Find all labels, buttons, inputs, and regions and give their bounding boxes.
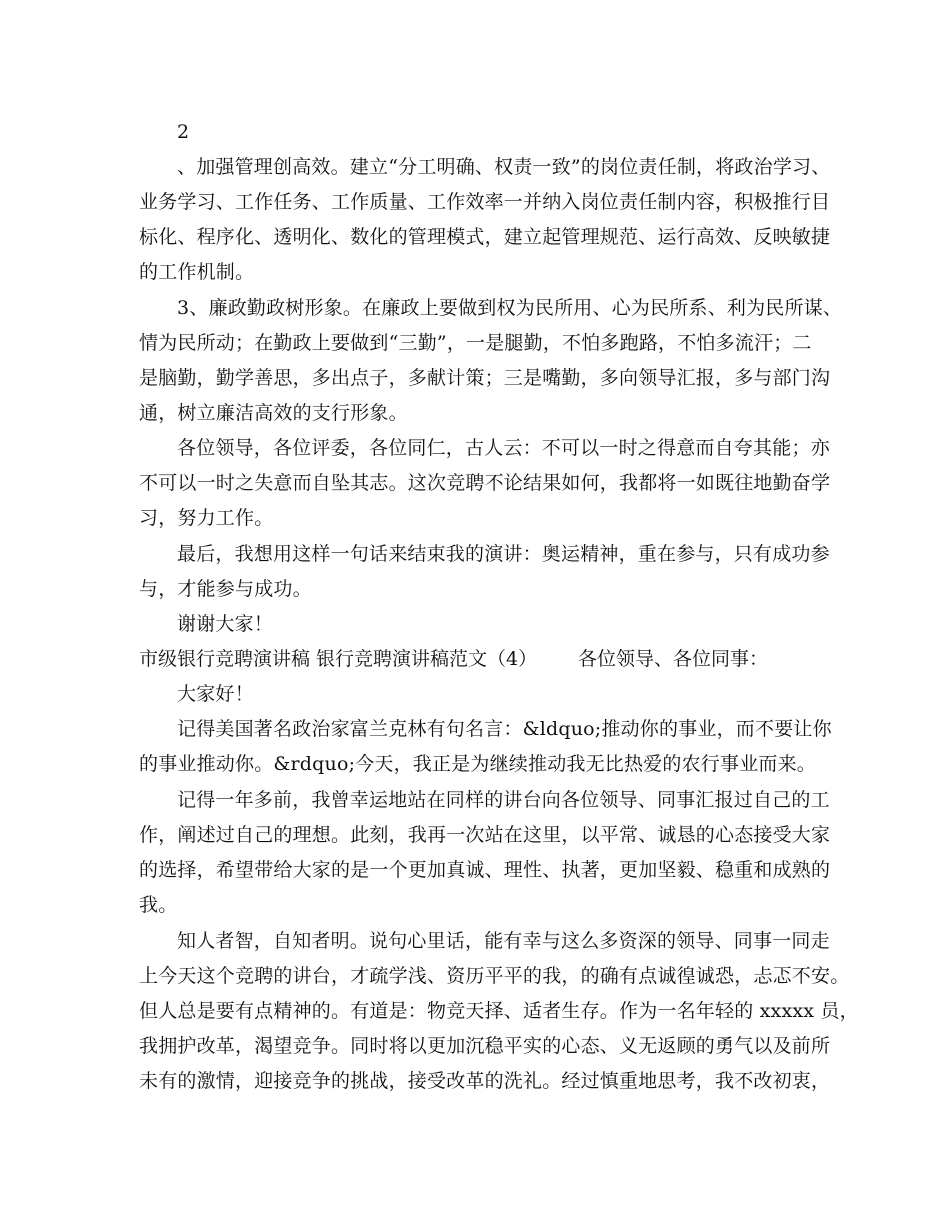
page-number: 2 [177, 121, 190, 143]
paragraph-line: 3、廉政勤政树形象。在廉政上要做到权为民所用、心为民所系、利为民所谋、 [177, 297, 843, 319]
paragraph-line: 记得一年多前，我曾幸运地站在同样的讲台向各位领导、同事汇报过自己的工 [177, 789, 830, 811]
paragraph-line: 标化、程序化、透明化、数化的管理模式，建立起管理规范、运行高效、反映敏捷 [139, 226, 831, 248]
paragraph-line: 与，才能参与成功。 [139, 578, 312, 600]
paragraph-line: 习，努力工作。 [139, 507, 274, 529]
greeting-line: 大家好！ [177, 683, 254, 705]
paragraph-line: 的事业推动你。&rdquo;今天，我正是为继续推动我无比热爱的农行事业而来。 [139, 753, 816, 775]
paragraph-line: 通，树立廉洁高效的支行形象。 [139, 402, 408, 424]
paragraph-line: 上今天这个竞聘的讲台，才疏学浅、资历平平的我，的确有点诚徨诚恐，忐忑不安。 [139, 965, 850, 987]
paragraph-line: 不可以一时之失意而自坠其志。这次竞聘不论结果如何，我都将一如既往地勤奋学 [139, 472, 831, 494]
paragraph-line: 、加强管理创高效。建立“分工明确、权责一致”的岗位责任制，将政治学习、 [177, 156, 831, 178]
paragraph-line: 我拥护改革，渴望竞争。同时将以更加沉稳平实的心态、义无返顾的勇气以及前所 [139, 1035, 831, 1057]
paragraph-line: 作，阐述过自己的理想。此刻，我再一次站在这里，以平常、诚恳的心态接受大家 [139, 824, 831, 846]
paragraph-line: 我。 [139, 894, 178, 916]
paragraph-line: 业务学习、工作任务、工作质量、工作效率一并纳入岗位责任制内容，积极推行目 [139, 191, 831, 213]
salutation: 各位领导、各位同事： [578, 648, 769, 670]
paragraph-line: 各位领导，各位评委，各位同仁，古人云：不可以一时之得意而自夸其能；亦 [177, 437, 830, 459]
paragraph-line: 最后，我想用这样一句话来结束我的演讲：奥运精神，重在参与，只有成功参 [177, 543, 830, 565]
paragraph-line: 的选择，希望带给大家的是一个更加真诚、理性、执著，更加坚毅、稳重和成熟的 [139, 859, 831, 881]
closing-line: 谢谢大家！ [177, 613, 274, 635]
paragraph-line: 未有的激情，迎接竞争的挑战，接受改革的洗礼。经过慎重地思考，我不改初衷， [139, 1070, 831, 1092]
paragraph-line: 情为民所动；在勤政上要做到“三勤”，一是腿勤，不怕多跑路，不怕多流汗；二 [139, 332, 812, 354]
paragraph-line: 是脑勤，勤学善思，多出点子，多献计策；三是嘴勤，多向领导汇报，多与部门沟 [139, 367, 831, 389]
paragraph-line: 知人者智，自知者明。说句心里话，能有幸与这么多资深的领导、同事一同走 [177, 930, 830, 952]
section-title: 市级银行竞聘演讲稿 银行竞聘演讲稿范文（4） [139, 648, 538, 670]
paragraph-line: 记得美国著名政治家富兰克林有句名言：&ldquo;推动你的事业，而不要让你 [177, 718, 832, 740]
paragraph-line: 但人总是要有点精神的。有道是：物竞天择、适者生存。作为一名年轻的 xxxxx 员， [139, 1000, 859, 1022]
paragraph-line: 的工作机制。 [139, 261, 255, 283]
